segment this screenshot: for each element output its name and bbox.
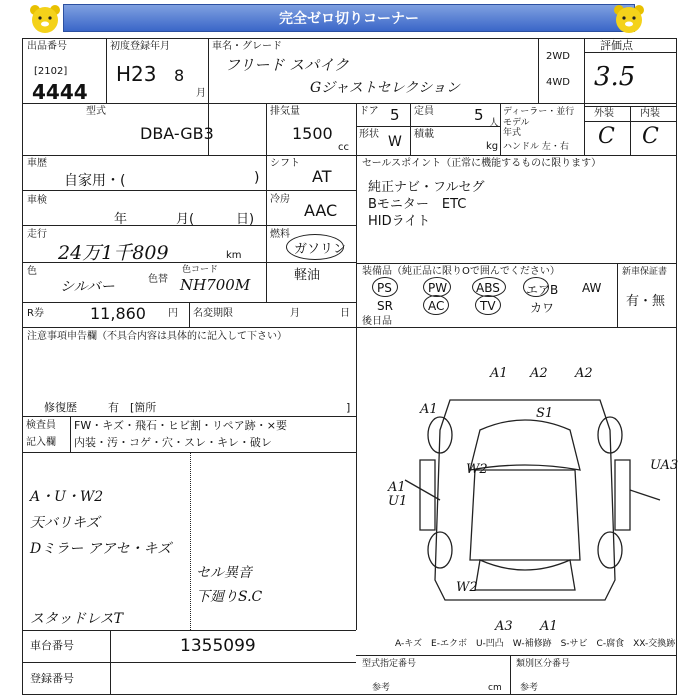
name-change-month: 月	[290, 308, 300, 319]
drive-4wd: 4WD	[546, 77, 570, 88]
handnote-6: スタッドレスT	[30, 611, 123, 627]
shift-label: シフト	[270, 158, 300, 169]
class-no-label: 類別区分番号	[516, 659, 571, 669]
warranty-label: 新車保証書	[622, 267, 668, 277]
equip-pw: PW	[428, 281, 448, 295]
diagram-mark-4: A1	[420, 402, 438, 417]
first-reg-month-unit: 月	[196, 88, 206, 99]
equip-abs: ABS	[476, 281, 500, 295]
aircon-label: 冷房	[270, 194, 290, 205]
doors-label: ドア	[359, 106, 379, 117]
registration-label: 登録番号	[30, 672, 74, 685]
mileage-unit: km	[226, 250, 242, 261]
chassis-value: 1355099	[180, 636, 256, 656]
car-name-line1: フリード スパイク	[225, 56, 349, 74]
equip-sr: SR	[377, 299, 393, 313]
bear-mascot-left-icon	[26, 2, 64, 36]
later-items-label: 後日品	[362, 316, 392, 327]
equip-ac-circle	[423, 295, 449, 315]
banner-title: 完全ゼロ切りコーナー	[63, 4, 635, 32]
shape-value: W	[388, 134, 402, 150]
diagram-mark-1: A1	[490, 366, 508, 381]
sales-point-label: セールスポイント（正常に機能するものに限ります）	[362, 158, 602, 169]
type-spec-label: 型式指定番号	[362, 659, 417, 669]
drive-2wd: 2WD	[546, 51, 570, 62]
entry-label: 記入欄	[26, 437, 56, 448]
displacement-value: 1500	[292, 124, 333, 143]
inspection-label: 車検	[27, 195, 47, 206]
equip-tv-circle	[475, 295, 501, 315]
repair-history-label: 修復歴	[44, 401, 77, 414]
inspection-day: 日)	[236, 212, 255, 227]
equip-airbag-circle	[523, 277, 549, 297]
diagram-mark-2: A2	[530, 366, 548, 381]
lot-sub: [2102]	[34, 66, 68, 77]
damage-legend: A-キズ E-エクボ U-凹凸 W-補修跡 S-サビ C-腐食 XX-交換跡	[395, 639, 676, 649]
diagram-mark-12: A1	[540, 619, 558, 634]
dealer-model: モデル	[503, 118, 530, 128]
equip-tv: TV	[480, 299, 496, 313]
equip-ps-circle	[372, 277, 398, 297]
handnote-1: A・U・W2	[30, 489, 104, 505]
type-cm-unit: cm	[488, 683, 502, 693]
diagram-mark-6: W2	[466, 462, 488, 477]
first-reg-year: H23	[116, 62, 157, 86]
notes-label: 注意事項申告欄（不具合内容は具体的に記入して下さい）	[27, 331, 287, 342]
lot-label: 出品番号	[27, 41, 67, 52]
displacement-label: 排気量	[270, 106, 300, 117]
handle-side: ハンドル 左・右	[503, 142, 569, 152]
shape-label: 形状	[359, 129, 379, 140]
chassis-label: 車台番号	[30, 639, 74, 652]
aircon-value: AAC	[304, 201, 338, 220]
exterior-grade: C	[598, 124, 615, 149]
diagram-mark-8: A1	[388, 480, 406, 495]
mileage-label: 走行	[27, 229, 47, 240]
bear-mascot-right-icon	[610, 2, 648, 36]
interior-label: 内装	[640, 108, 660, 119]
inspection-month: 月(	[176, 212, 195, 227]
lot-number: 4444	[32, 80, 88, 104]
first-reg-month: 8	[174, 66, 185, 85]
fuel-diesel: 軽油	[294, 268, 321, 283]
r-tax-label: R券	[27, 308, 44, 319]
type-spec-ref: 参考	[372, 683, 391, 693]
capacity-label: 定員	[414, 106, 434, 117]
mileage-value: 24万1千809	[58, 242, 169, 264]
interior-grade: C	[642, 124, 659, 149]
handnote-2: 天バリキズ	[30, 515, 100, 531]
equipment-label: 装備品（純正品に限りOで囲んでください）	[362, 266, 560, 277]
equip-leather: カワ	[530, 301, 555, 315]
repair-history-place: [箇所	[130, 401, 157, 414]
equip-airbag: エアB	[526, 283, 559, 297]
grade-value: 3.5	[594, 62, 636, 92]
color-code-label: 色コード	[182, 265, 219, 275]
usage-close: )	[254, 170, 260, 186]
dealer-label: ディーラー・並行	[503, 107, 575, 117]
handnote-5: 下廻りS.C	[196, 589, 263, 605]
color-code: NH700M	[180, 276, 251, 294]
diagram-mark-7: UA3	[650, 458, 679, 473]
sales-line2: Bモニター ETC	[368, 197, 467, 212]
diagram-mark-3: A2	[575, 366, 593, 381]
name-change-day: 日	[340, 308, 350, 319]
class-no-ref: 参考	[520, 683, 539, 693]
exterior-label: 外装	[594, 108, 614, 119]
displacement-unit: cc	[338, 142, 349, 153]
car-name-label: 車名・グレード	[212, 41, 282, 52]
car-grade-line2: Gジャストセレクション	[310, 80, 460, 96]
color-change-label: 色替	[148, 274, 168, 285]
diagram-mark-11: A3	[495, 619, 513, 634]
load-label: 積載	[414, 129, 434, 140]
first-reg-label: 初度登録年月	[110, 41, 170, 52]
fuel-label: 燃料	[270, 229, 290, 240]
inspector-row1: FW・キズ・飛石・ヒビ割・リペア跡・×要	[74, 419, 287, 432]
capacity-unit: 人	[489, 118, 499, 129]
handnote-4: セル異音	[196, 565, 252, 581]
inspection-year: 年	[114, 212, 128, 227]
equip-aw: AW	[582, 281, 602, 295]
doors-value: 5	[390, 106, 400, 124]
dealer-year: 年式	[503, 128, 522, 138]
inspector-label: 検査員	[26, 420, 56, 431]
diagram-mark-10: W2	[456, 580, 478, 595]
equip-ac: AC	[428, 299, 445, 313]
fuel-gasoline: ガソリン	[294, 242, 347, 257]
load-unit: kg	[486, 141, 499, 152]
name-change-label: 名変期限	[193, 308, 233, 319]
r-tax-unit: 円	[168, 308, 178, 319]
usage-value: 自家用・(	[64, 173, 126, 189]
diagram-mark-9: U1	[388, 494, 408, 509]
repair-history-value: 有	[108, 401, 119, 414]
model-value: DBA-GB3	[140, 124, 214, 143]
shift-value: AT	[312, 167, 332, 186]
diagram-mark-5: S1	[536, 406, 554, 421]
car-damage-diagram	[380, 340, 670, 630]
equip-pw-circle	[423, 277, 451, 297]
equip-abs-circle	[472, 277, 506, 297]
color-label: 色	[27, 266, 37, 277]
repair-history-close: ]	[346, 401, 351, 414]
equip-ps: PS	[377, 281, 392, 295]
r-tax-value: 11,860	[90, 304, 146, 323]
sales-line1: 純正ナビ・フルセグ	[368, 180, 485, 195]
usage-label: 車歴	[27, 158, 47, 169]
warranty-value: 有・無	[626, 294, 666, 309]
inspector-row2: 内装・汚・コゲ・穴・スレ・キレ・破レ	[74, 436, 272, 449]
handnote-3: Dミラー アアセ・キズ	[30, 541, 172, 557]
model-label: 型式	[86, 106, 106, 117]
grade-label: 評価点	[600, 39, 633, 52]
color-value: シルバー	[60, 279, 115, 295]
capacity-value: 5	[474, 106, 484, 124]
sales-line3: HIDライト	[368, 214, 431, 229]
